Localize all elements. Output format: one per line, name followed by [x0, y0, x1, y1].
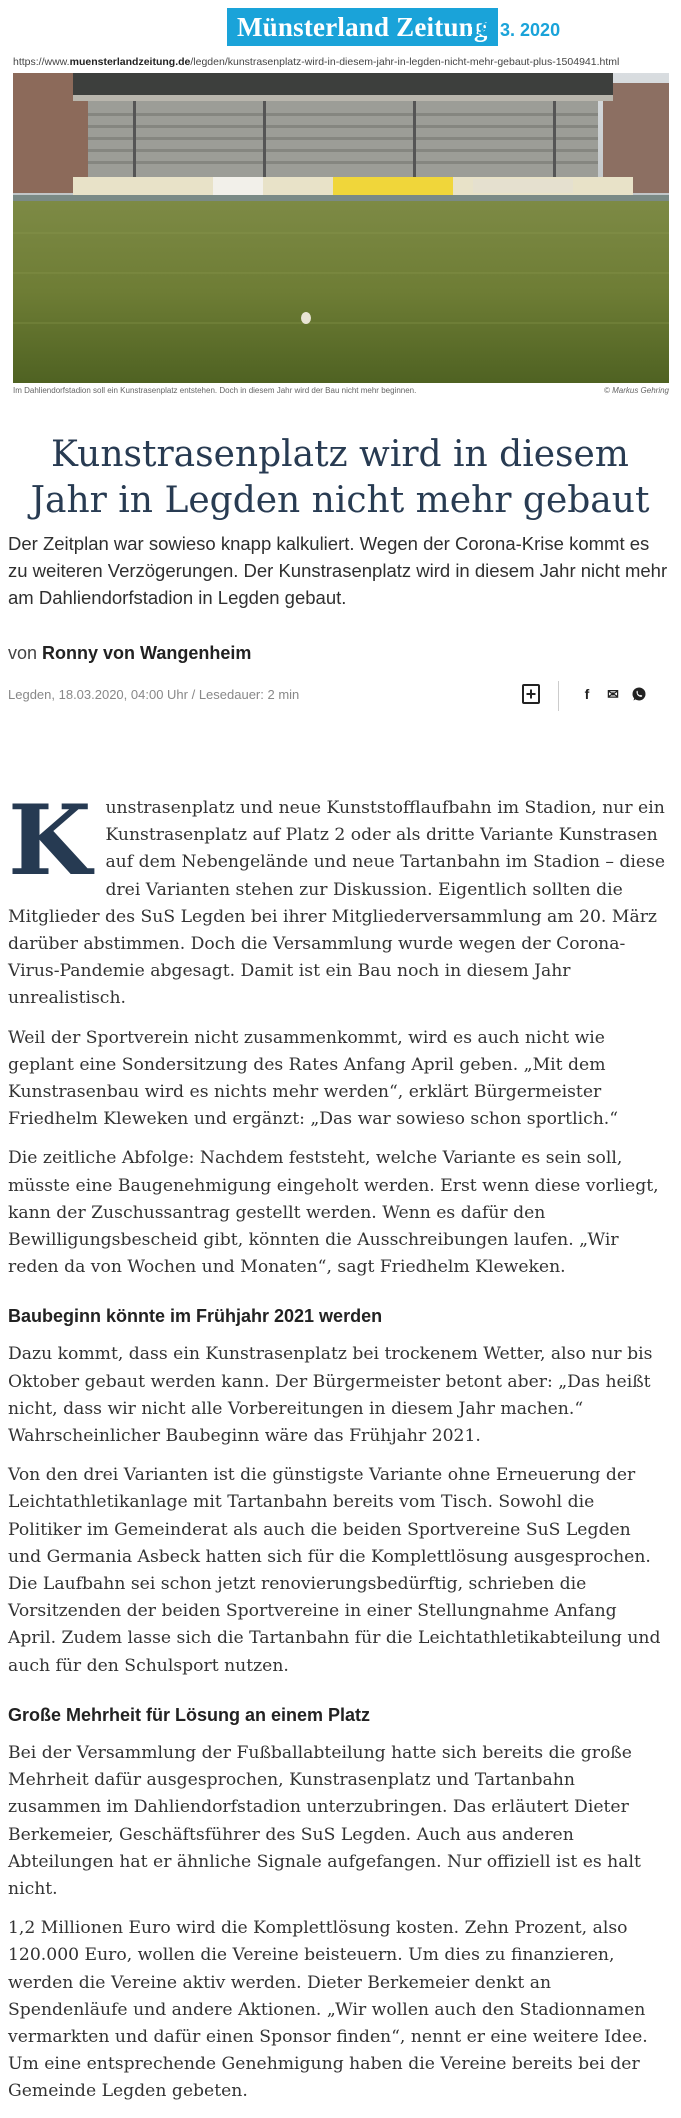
paragraph-3: Die zeitliche Abfolge: Nachdem feststeht, welche Variante es sein soll, müsste eine Baugenehmigung eingeholt werden. Erst wenn diese vorliegt, kann der Zuschussantrag gestellt werden. Wenn es dafür den Bewilligungsbescheid gibt, könnten die Ausschreibungen laufen. „Wir reden da von Wochen und Monaten“, sagt Friedhelm Kleweken. — [8, 1148, 659, 1278]
newspaper-logo[interactable]: Münsterland Zeitung — [227, 8, 498, 46]
article-body — [8, 784, 668, 2118]
paragraph-1-text: unstrasenplatz und neue Kunststofflaufbahn im Stadion, nur ein Kunstrasenplatz auf Platz 2 oder als dritte Variante Kunstrasen auf dem Nebengelände und neue Tartanbahn im Stadion – diese drei Varianten stehen zur Diskussion. Eigentlich sollten die Mitglieder des SuS Legden bei ihrer Mitgliederversammlung am 20. März darüber abstimmen. Doch die Versammlung wurde wegen der Corona-Virus-Pandemie abgesagt. Damit ist ein Bau noch in diesem Jahr unrealistisch. — [8, 798, 666, 1009]
subheading-2: Große Mehrheit für Lösung an einem Platz — [8, 1704, 371, 1725]
photo-credit: © Markus Gehring — [603, 386, 669, 395]
article-photo — [13, 73, 669, 383]
masthead — [0, 8, 681, 48]
stadium-photo-illustration — [13, 73, 669, 383]
author-name[interactable]: Ronny von Wangenheim — [42, 643, 252, 663]
page-url — [13, 56, 673, 68]
photo-caption: Im Dahliendorfstadion soll ein Kunstrasenplatz entstehen. Doch in diesem Jahr wird der Bau nicht mehr beginnen. — [13, 386, 417, 395]
facebook-icon[interactable]: f — [584, 686, 590, 702]
byline-prefix: von — [8, 643, 38, 663]
paragraph-5: Von den drei Varianten ist die günstigste Variante ohne Erneuerung der Leichtathletikanlage mit Tartanbahn bereits vom Tisch. Sowohl die Politiker im Gemeinderat als auch die beiden Sportvereine SuS Legden und Germania Asbeck hatten sich für die Komplettlösung ausgesprochen. Die Laufbahn sei schon jetzt renovierungsbedürftig, schrieben die Vorsitzenden der beiden Sportvereine in einer Stellungnahme Anfang April. Zudem lasse sich die Tartanbahn für die Leichtathletikabteilung und auch für den Schulsport nutzen. — [8, 1465, 661, 1676]
photo-caption-row — [13, 386, 669, 400]
byline — [8, 643, 251, 664]
whatsapp-icon[interactable] — [630, 685, 648, 703]
paragraph-1 — [8, 784, 668, 1013]
edition-date: 18. 3. 2020 — [470, 20, 561, 40]
article-headline: Kunstrasenplatz wird in diesem Jahr in Legden nicht mehr gebaut — [30, 434, 650, 521]
drop-cap: K — [8, 784, 92, 897]
article-teaser: Der Zeitplan war sowieso knapp kalkuliert. Wegen der Corona-Krise kommt es zu weiteren Verzögerungen. Der Kunstrasenplatz wird in diesem Jahr nicht mehr am Dahliendorfstadion in Legden gebaut. — [8, 533, 668, 608]
url-prefix: https://www. — [13, 56, 70, 68]
bookmark-plus-icon[interactable] — [520, 683, 542, 705]
actions-divider — [558, 681, 559, 711]
mail-icon[interactable]: ✉ — [607, 685, 619, 702]
article-meta: Legden, 18.03.2020, 04:00 Uhr / Lesedauer: 2 min — [8, 687, 300, 702]
paragraph-2: Weil der Sportverein nicht zusammenkommt, wird es auch nicht wie geplant eine Sondersitzung des Rates Anfang April geben. „Mit dem Kunstrasenbau wird es nichts mehr werden“, erklärt Bürgermeister Friedhelm Kleweken und ergänzt: „Das war sowieso schon sportlich.“ — [8, 1027, 619, 1130]
url-domain: muensterlandzeitung.de — [69, 56, 191, 68]
paragraph-6: Bei der Versammlung der Fußballabteilung hatte sich bereits die große Mehrheit dafür ausgesprochen, Kunstrasenplatz und Tartanbahn zusammen im Dahliendorfstadion unterzubringen. Das erläutert Dieter Berkemeier, Geschäftsführer des SuS Legden. Auch aus anderen Abteilungen hat er ähnliche Signale aufgefangen. Nur offiziell ist es halt nicht. — [8, 1742, 641, 1899]
subheading-1: Baubeginn könnte im Frühjahr 2021 werden — [8, 1306, 383, 1327]
paragraph-7: 1,2 Millionen Euro wird die Komplettlösung kosten. Zehn Prozent, also 120.000 Euro, wollen die Vereine beisteuern. Um dies zu finanzieren, werden die Vereine aktiv werden. Dieter Berkemeier denkt an Spendenläufe und andere Aktionen. „Wir wollen auch den Stadionnamen vermarkten und dafür einen Sponsor finden“, nennt er eine weitere Idee. Um eine entsprechende Genehmigung haben die Vereine bereits bei der Gemeinde Legden gebeten. — [8, 1918, 648, 2102]
url-path: /legden/kunstrasenplatz-wird-in-diesem-jahr-in-legden-nicht-mehr-gebaut-plus-1504941.html — [190, 56, 620, 68]
article-actions — [520, 681, 670, 709]
paragraph-4: Dazu kommt, dass ein Kunstrasenplatz bei trockenem Wetter, also nur bis Oktober gebaut werden kann. Der Bürgermeister betont aber: „Das heißt nicht, dass wir nicht alle Vorbereitungen in diesem Jahr machen.“ Wahrscheinlicher Baubeginn wäre das Frühjahr 2021. — [8, 1344, 653, 1447]
